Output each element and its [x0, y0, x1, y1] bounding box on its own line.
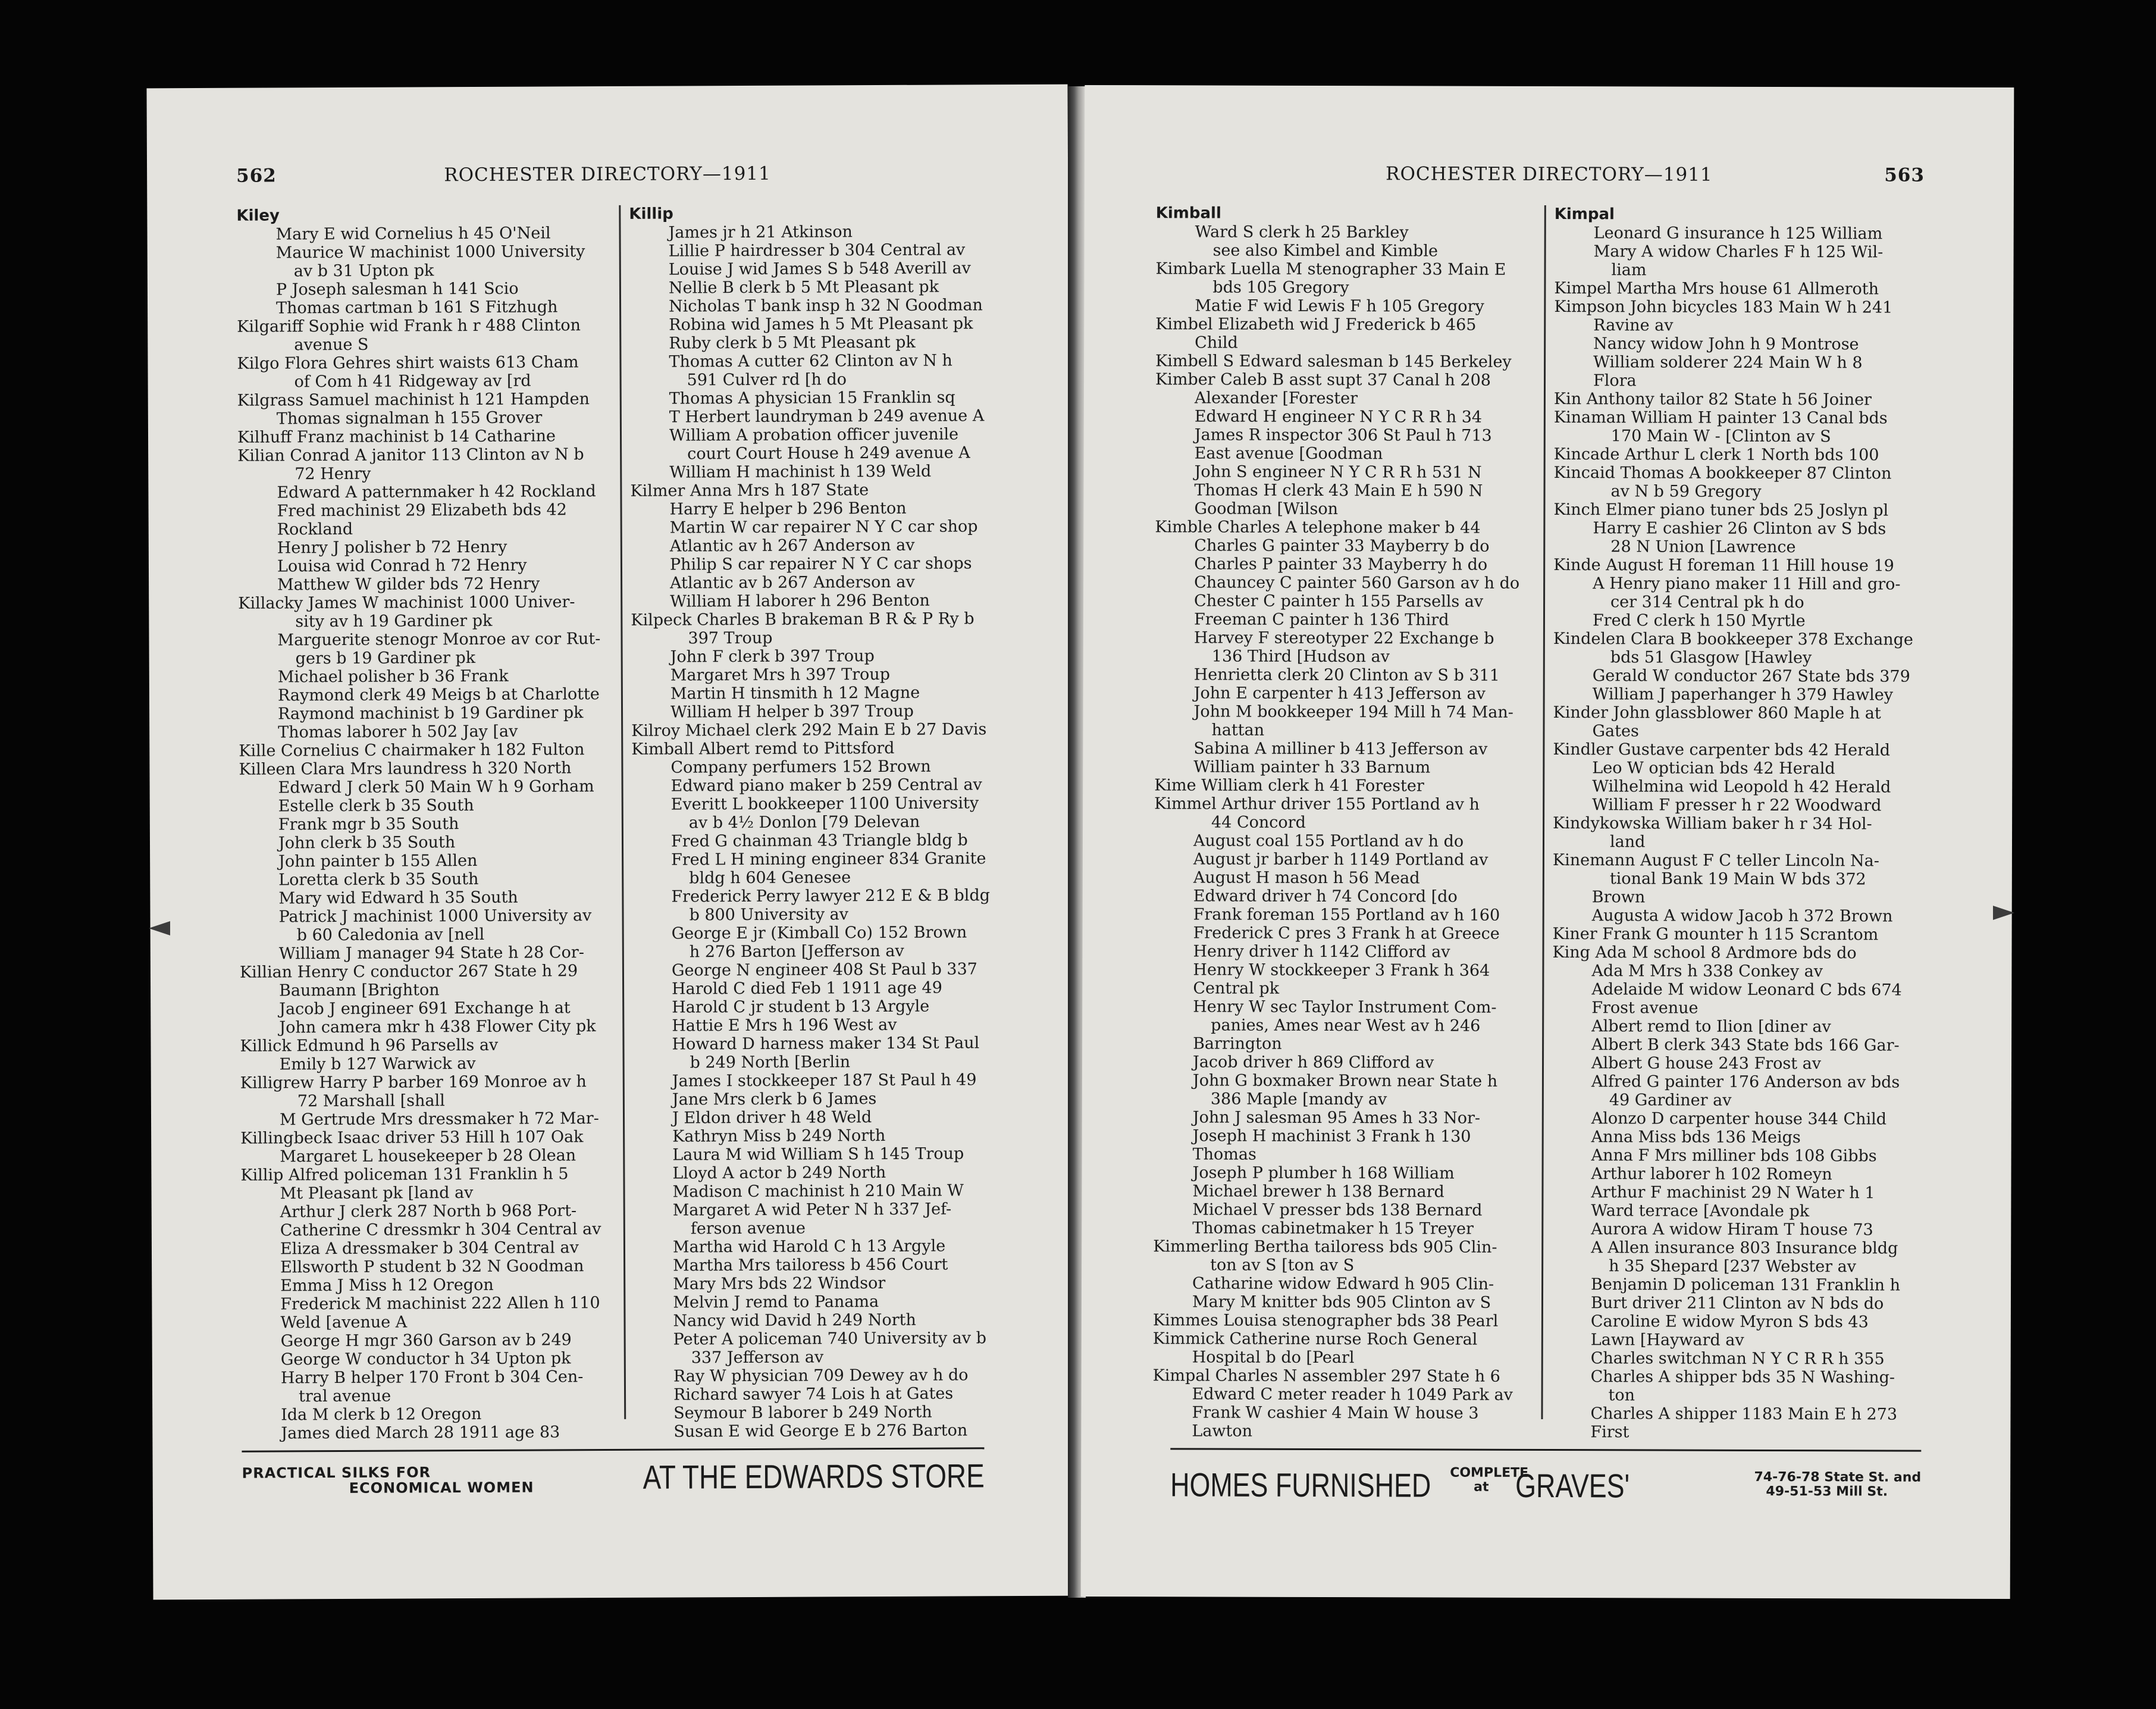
directory-entry: Nancy widow John h 9 Montrose [1593, 334, 1859, 354]
directory-entry: Mary wid Edward h 35 South [278, 888, 518, 908]
directory-entry: Killian Henry C conductor 267 State h 29 [239, 962, 578, 982]
directory-entry: Patrick J machinist 1000 University av [278, 906, 592, 927]
directory-entry: Kin Anthony tailor 82 State h 56 Joiner [1553, 390, 1872, 409]
directory-entry: Melvin J remd to Panama [673, 1292, 879, 1312]
directory-entry: Margaret Mrs h 397 Troup [670, 665, 891, 685]
directory-entry: East avenue [Goodman [1194, 444, 1383, 464]
directory-entry: John M bookkeeper 194 Mill h 74 Man- [1193, 702, 1513, 722]
directory-entry: ton [1608, 1386, 1635, 1405]
directory-entry: Weld [avenue A [280, 1313, 408, 1332]
directory-entry: Henry driver h 1142 Clifford av [1193, 942, 1450, 962]
directory-entry: Killigrew Harry P barber 169 Monroe av h [240, 1072, 587, 1093]
directory-entry: Lillie P hairdresser b 304 Central av [668, 240, 966, 261]
directory-entry: Ray W physician 709 Dewey av h do [673, 1366, 969, 1386]
directory-entry: August coal 155 Portland av h do [1193, 831, 1464, 851]
directory-entry: Fred G chainman 43 Triangle bldg b [670, 831, 968, 851]
directory-entry: land [1609, 832, 1646, 852]
directory-entry: Killingbeck Isaac driver 53 Hill h 107 Oak [240, 1128, 584, 1148]
directory-entry: Caroline E widow Myron S bds 43 [1590, 1312, 1869, 1332]
directory-entry: Harold C jr student b 13 Argyle [672, 997, 930, 1017]
ad-line-2: ECONOMICAL WOMEN [349, 1479, 534, 1497]
directory-entry: Edward H engineer N Y C R R h 34 [1194, 407, 1483, 427]
directory-entry: Thomas laborer h 502 Jay [av [278, 722, 518, 742]
surname-heading: Kimball [1155, 204, 1221, 223]
directory-entry: Edward J clerk 50 Main W h 9 Gorham [278, 777, 594, 797]
directory-entry: William H helper b 397 Troup [670, 702, 914, 722]
directory-entry: Lawton [1192, 1422, 1253, 1441]
directory-entry: Mt Pleasant pk [land av [280, 1184, 474, 1203]
directory-entry: Martin W car repairer N Y C car shop [669, 517, 978, 537]
directory-entry: Marguerite stenogr Monroe av cor Rut- [277, 630, 601, 650]
left-column-1 [236, 205, 622, 1443]
directory-entry: av N b 59 Gregory [1610, 482, 1762, 501]
left-page-header [236, 162, 979, 201]
left-page [146, 84, 1074, 1600]
directory-entry: John J salesman 95 Ames h 33 Nor- [1192, 1108, 1481, 1128]
directory-entry: Charles P painter 33 Mayberry h do [1194, 555, 1488, 574]
directory-entry: James R inspector 306 St Paul h 713 [1194, 425, 1492, 445]
directory-entry: ferson avenue [690, 1219, 806, 1238]
right-page-header [1174, 162, 1925, 200]
directory-entry: Flora [1593, 371, 1637, 390]
ad-big-text-1: HOMES FURNISHED [1170, 1466, 1431, 1504]
directory-entry: Martha Mrs tailoress b 456 Court [673, 1255, 948, 1275]
directory-entry: Loretta clerk b 35 South [278, 869, 479, 890]
directory-entry: Mary E wid Cornelius h 45 O'Neil [275, 224, 551, 244]
directory-entry: Ada M Mrs h 338 Conkey av [1591, 962, 1823, 981]
directory-entry: First [1590, 1423, 1629, 1442]
directory-entry: cer 314 Central pk h do [1610, 593, 1804, 612]
directory-entry: Frederick Perry lawyer 212 E & B bldg [671, 886, 991, 906]
directory-entry: av b 4½ Donlon [79 Delevan [688, 812, 920, 832]
directory-entry: James I stockkeeper 187 St Paul h 49 [672, 1071, 977, 1091]
directory-entry: 136 Third [Hudson av [1211, 647, 1390, 666]
directory-entry: Henry J polisher b 72 Henry [277, 537, 507, 558]
directory-entry: Margaret L housekeeper b 28 Olean [280, 1146, 576, 1166]
directory-entry: Emma J Miss h 12 Oregon [280, 1275, 494, 1295]
ad-line-1: PRACTICAL SILKS FOR [242, 1464, 431, 1482]
directory-entry: Arthur F machinist 29 N Water h 1 [1591, 1183, 1875, 1203]
directory-entry: Charles switchman N Y C R R h 355 [1590, 1349, 1885, 1369]
directory-entry: Ravine av [1593, 316, 1674, 335]
directory-entry: Atlantic av h 267 Anderson av [669, 536, 915, 556]
directory-entry: John clerk b 35 South [278, 833, 456, 853]
directory-entry: August H mason h 56 Mead [1193, 868, 1420, 888]
directory-entry: avenue S [294, 335, 369, 355]
ad-address [1754, 1470, 1921, 1500]
directory-entry: A Allen insurance 803 Insurance bldg [1591, 1238, 1898, 1258]
directory-entry: Kimbel Elizabeth wid J Frederick b 465 [1155, 315, 1477, 334]
right-page [1081, 85, 2014, 1599]
directory-entry: Kilgo Flora Gehres shirt waists 613 Cham [237, 353, 579, 373]
right-column-2 [1551, 205, 1935, 1442]
directory-entry: Edward C meter reader h 1049 Park av [1192, 1385, 1513, 1404]
directory-entry: Frank mgr b 35 South [278, 815, 459, 834]
directory-entry: Harry B helper 170 Front b 304 Cen- [280, 1367, 584, 1388]
directory-entry: Michael V presser bds 138 Bernard [1192, 1200, 1483, 1220]
directory-entry: Maurice W machinist 1000 University [275, 242, 585, 262]
directory-entry: Kimmerling Bertha tailoress bds 905 Clin- [1153, 1237, 1497, 1257]
directory-entry: Mary A widow Charles F h 125 Wil- [1593, 242, 1884, 262]
directory-entry: 170 Main W - [Clinton av S [1610, 427, 1831, 446]
directory-entry: William J manager 94 State h 28 Cor- [278, 943, 584, 963]
directory-entry: John G boxmaker Brown near State h [1192, 1071, 1498, 1091]
directory-entry: Chester C painter h 155 Parsells av [1194, 591, 1484, 611]
directory-entry: Frederick C pres 3 Frank h at Greece [1193, 924, 1500, 943]
directory-entry: Howard D harness maker 134 St Paul [672, 1034, 980, 1054]
directory-entry: Richard sawyer 74 Lois h at Gates [673, 1384, 954, 1404]
directory-entry: Henry W sec Taylor Instrument Com- [1193, 997, 1497, 1017]
directory-entry: Atlantic av b 267 Anderson av [670, 572, 915, 593]
directory-entry: gers b 19 Gardiner pk [295, 648, 476, 668]
directory-entry: Charles A shipper 1183 Main E h 273 [1590, 1404, 1898, 1424]
directory-entry: Kinch Elmer piano tuner bds 25 Joslyn pl [1553, 500, 1889, 520]
directory-entry: Harry E helper b 296 Benton [669, 499, 907, 519]
directory-entry: 49 Gardiner av [1609, 1091, 1732, 1110]
directory-entry: William H laborer h 296 Benton [670, 591, 930, 611]
directory-entry: Aurora A widow Hiram T house 73 [1591, 1220, 1873, 1240]
directory-entry: Brown [1591, 888, 1646, 907]
directory-entry: Mary Mrs bds 22 Windsor [673, 1273, 886, 1294]
directory-entry: Joseph H machinist 3 Frank h 130 [1192, 1126, 1471, 1146]
directory-entry: Frank W cashier 4 Main W house 3 [1192, 1403, 1479, 1423]
directory-entry: Fred machinist 29 Elizabeth bds 42 [277, 500, 567, 521]
directory-entry: Augusta A widow Jacob h 372 Brown [1591, 906, 1893, 926]
directory-entry: Catharine widow Edward h 905 Clin- [1192, 1274, 1494, 1294]
left-column-2 [629, 204, 1015, 1441]
directory-entry: Martin H tinsmith h 12 Magne [670, 683, 920, 703]
edwards-store-ad [242, 1456, 985, 1513]
directory-entry: Kimpel Martha Mrs house 61 Allmeroth [1554, 279, 1879, 299]
directory-entry: liam [1611, 261, 1647, 280]
directory-entry: John F clerk b 397 Troup [670, 647, 875, 666]
directory-entry: sity av h 19 Gardiner pk [295, 611, 493, 631]
directory-entry: Kilmer Anna Mrs h 187 State [630, 481, 869, 500]
directory-entry: Peter A policeman 740 University av b [673, 1329, 987, 1349]
directory-entry: August jr barber h 1149 Portland av [1193, 850, 1488, 869]
directory-entry: Thomas [1192, 1145, 1256, 1164]
directory-entry: bldg h 604 Genesee [689, 868, 851, 888]
directory-entry: Company perfumers 152 Brown [670, 757, 931, 777]
directory-entry: Emily b 127 Warwick av [279, 1054, 476, 1074]
directory-entry: Anna F Mrs milliner bds 108 Gibbs [1591, 1146, 1877, 1166]
directory-entry: Ida M clerk b 12 Oregon [281, 1404, 482, 1425]
directory-entry: Lawn [Hayward av [1590, 1331, 1744, 1350]
directory-entry: 337 Jefferson av [691, 1348, 824, 1367]
directory-entry: Gates [1592, 722, 1639, 741]
directory-entry: Wilhelmina wid Leopold h 42 Herald [1592, 777, 1891, 797]
directory-entry: George W conductor h 34 Upton pk [280, 1349, 571, 1369]
directory-entry: Killeen Clara Mrs laundress h 320 North [239, 759, 572, 779]
directory-entry: h 276 Barton [Jefferson av [689, 941, 904, 962]
ad-big-text-2: GRAVES' [1515, 1466, 1630, 1505]
directory-entry: Ward S clerk h 25 Barkley [1195, 223, 1409, 242]
directory-entry: George E jr (Kimball Co) 152 Brown [671, 923, 967, 943]
directory-entry: Robina wid James h 5 Mt Pleasant pk [669, 314, 973, 334]
directory-entry: James jr h 21 Atkinson [668, 223, 853, 242]
directory-entry: Ruby clerk b 5 Mt Pleasant pk [669, 333, 916, 353]
ad-rule [1170, 1448, 1921, 1451]
directory-entry: Rockland [277, 519, 353, 539]
directory-entry: Hattie E Mrs h 196 West av [672, 1015, 897, 1035]
directory-entry: Leo W optician bds 42 Herald [1592, 759, 1835, 778]
directory-entry: Harvey F stereotyper 22 Exchange b [1193, 628, 1494, 648]
directory-entry: 386 Maple [mandy av [1210, 1090, 1387, 1109]
directory-entry: tral avenue [298, 1386, 391, 1406]
directory-entry: King Ada M school 8 Ardmore bds do [1552, 943, 1857, 963]
directory-entry: M Gertrude Mrs dressmaker h 72 Mar- [279, 1109, 599, 1129]
directory-entry: Michael polisher b 36 Frank [277, 666, 509, 687]
directory-entry: Kincaid Thomas A bookkeeper 87 Clinton [1553, 464, 1892, 483]
directory-entry: Frost avenue [1591, 999, 1699, 1018]
directory-entry: bds 105 Gregory [1212, 278, 1349, 298]
directory-entry: Kilpeck Charles B brakeman B R & P Ry b [631, 609, 974, 630]
directory-entry: Thomas cabinetmaker h 15 Treyer [1192, 1219, 1474, 1238]
directory-entry: Lloyd A actor b 249 North [672, 1163, 886, 1183]
directory-entry: Kimpson John bicycles 183 Main W h 241 [1554, 298, 1893, 317]
directory-entry: Baumann [Brighton [279, 981, 440, 1000]
directory-entry: Barrington [1193, 1034, 1282, 1053]
directory-entry: h 35 Shepard [237 Webster av [1609, 1257, 1857, 1276]
directory-entry: John painter b 155 Allen [278, 851, 478, 871]
directory-entry: J Eldon driver h 48 Weld [672, 1108, 872, 1128]
directory-entry: Fred L H mining engineer 834 Granite [671, 849, 986, 869]
directory-entry: Kindler Gustave carpenter bds 42 Herald [1553, 740, 1891, 760]
directory-entry: Thomas signalman h 155 Grover [276, 408, 543, 428]
directory-entry: George N engineer 408 St Paul b 337 [671, 960, 978, 980]
directory-entry: Albert remd to Ilion [diner av [1591, 1017, 1831, 1037]
directory-entry: Leonard G insurance h 125 William [1593, 224, 1883, 243]
directory-entry: Kiner Frank G mounter h 115 Scrantom [1552, 925, 1879, 944]
graves-ad [1170, 1457, 1921, 1512]
directory-entry: Harry E cashier 26 Clinton av S bds [1593, 519, 1887, 539]
directory-entry: Seymour B laborer b 249 North [673, 1403, 932, 1423]
directory-entry: hattan [1211, 721, 1265, 740]
directory-entry: Killick Edmund h 96 Parsells av [240, 1035, 499, 1056]
directory-entry: Anna Miss bds 136 Meigs [1591, 1128, 1801, 1147]
directory-entry: William J paperhanger h 379 Hawley [1592, 685, 1894, 705]
directory-entry: John E carpenter h 413 Jefferson av [1193, 684, 1486, 703]
directory-entry: Goodman [Wilson [1194, 499, 1339, 519]
directory-entry: Arthur laborer h 102 Romeyn [1591, 1165, 1832, 1184]
directory-entry: Freeman C painter h 136 Third [1193, 610, 1449, 630]
directory-entry: Henry W stockkeeper 3 Frank h 364 [1193, 960, 1490, 980]
directory-entry: Charles A shipper bds 35 N Washing- [1590, 1367, 1895, 1387]
directory-entry: Ellsworth P student b 32 N Goodman [280, 1257, 584, 1277]
directory-entry: Martha wid Harold C h 13 Argyle [672, 1237, 946, 1257]
directory-entry: Kimball Albert remd to Pittsford [631, 738, 895, 759]
directory-entry: Mary M knitter bds 905 Clinton av S [1192, 1292, 1491, 1312]
directory-entry: Eliza A dressmaker b 304 Central av [280, 1238, 579, 1259]
directory-entry: Kille Cornelius C chairmaker h 182 Fulton [239, 740, 585, 760]
directory-entry: Edward driver h 74 Concord [do [1193, 887, 1458, 906]
directory-entry: Kilroy Michael clerk 292 Main E b 27 Davis [631, 720, 987, 740]
directory-entry: Nancy wid David h 249 North [673, 1310, 916, 1331]
directory-entry: panies, Ames near West av h 246 [1211, 1016, 1481, 1035]
directory-entry: Charles G painter 33 Mayberry b do [1194, 536, 1490, 556]
directory-entry: Gerald W conductor 267 State bds 379 [1592, 666, 1910, 686]
ad-address-line-1: 74-76-78 State St. and [1754, 1469, 1922, 1485]
directory-entry: Matthew W gilder bds 72 Henry [277, 574, 540, 594]
ad-address-line-2: 49-51-53 Mill St. [1766, 1483, 1888, 1500]
directory-entry: A Henry piano maker 11 Hill and gro- [1593, 574, 1901, 594]
directory-entry: Nicholas T bank insp h 32 N Goodman [669, 296, 983, 316]
directory-entry: Madison C machinist h 210 Main W [672, 1181, 964, 1201]
directory-entry: Killacky James W machinist 1000 Univer- [238, 593, 575, 613]
directory-entry: Edward A patternmaker h 42 Rockland [277, 482, 596, 502]
directory-entry: John camera mkr h 438 Flower City pk [279, 1017, 596, 1037]
directory-entry: Kinemann August F C teller Lincoln Na- [1552, 851, 1879, 871]
directory-entry: ton av S [ton av S [1210, 1256, 1355, 1275]
directory-entry: Kincade Arthur L clerk 1 North bds 100 [1553, 445, 1879, 465]
directory-entry: Ward terrace [Avondale pk [1591, 1201, 1810, 1221]
directory-entry: 591 Culver rd [h do [687, 370, 847, 390]
directory-entry: Nellie B clerk b 5 Mt Pleasant pk [668, 277, 939, 298]
directory-entry: Matie F wid Lewis F h 105 Gregory [1195, 296, 1484, 316]
directory-entry: T Herbert laundryman b 249 avenue A [669, 406, 985, 427]
directory-entry: court Court House h 249 avenue A [687, 443, 970, 464]
directory-entry: James died March 28 1911 age 83 [281, 1423, 560, 1443]
directory-entry: P Joseph salesman h 141 Scio [275, 279, 519, 299]
directory-entry: Albert B clerk 343 State bds 166 Gar- [1591, 1035, 1900, 1055]
directory-entry: Adelaide M widow Leonard C bds 674 [1591, 980, 1902, 1000]
directory-entry: bds 51 Glasgow [Hawley [1610, 648, 1812, 668]
column-divider [1541, 205, 1546, 1419]
directory-entry: of Com h 41 Ridgeway av [rd [294, 371, 531, 392]
surname-heading: Killip [629, 205, 673, 223]
directory-entry: 397 Troup [688, 628, 773, 648]
directory-entry: Raymond clerk 49 Meigs b at Charlotte [277, 685, 600, 705]
directory-entry: Kimmel Arthur driver 155 Portland av h [1154, 794, 1480, 814]
directory-entry: William solderer 224 Main W h 8 [1593, 353, 1863, 373]
directory-entry: av b 31 Upton pk [293, 261, 434, 281]
directory-entry: Susan E wid George E b 276 Barton [673, 1421, 968, 1441]
directory-entry: Kimmick Catherine nurse Roch General [1152, 1329, 1478, 1349]
directory-entry: Albert G house 243 Frost av [1591, 1054, 1822, 1073]
directory-entry: Kathryn Miss b 249 North [672, 1126, 886, 1146]
running-title: ROCHESTER DIRECTORY—1911 [444, 162, 771, 186]
directory-entry: Kimmes Louisa stenographer bds 38 Pearl [1152, 1311, 1499, 1331]
directory-entry: 44 Concord [1211, 813, 1306, 832]
directory-entry: Kimpal Charles N assembler 297 State h 6 [1152, 1366, 1500, 1386]
directory-entry: Kinder John glassblower 860 Maple h at [1553, 703, 1881, 723]
surname-heading: Kimpal [1554, 205, 1615, 224]
directory-entry: Benjamin D policeman 131 Franklin h [1591, 1275, 1901, 1295]
directory-entry: Laura M wid William S h 145 Troup [672, 1144, 964, 1165]
directory-entry: Killip Alfred policeman 131 Franklin h 5 [240, 1165, 569, 1185]
directory-entry: Jane Mrs clerk b 6 James [672, 1090, 877, 1109]
ad-line-2: at [1474, 1479, 1489, 1495]
directory-entry: William A probation officer juvenile [669, 425, 959, 445]
directory-entry: b 249 North [Berlin [690, 1053, 851, 1072]
directory-entry: Frederick M machinist 222 Allen h 110 [280, 1294, 600, 1314]
directory-entry: Estelle clerk b 35 South [278, 796, 474, 816]
directory-entry: Thomas A physician 15 Franklin sq [669, 388, 955, 408]
directory-entry: tional Bank 19 Main W bds 372 [1609, 869, 1866, 889]
directory-entry: Hospital b do [Pearl [1192, 1348, 1355, 1367]
directory-entry: Margaret A wid Peter N h 337 Jef- [672, 1200, 952, 1220]
directory-entry: Everitt L bookkeeper 1100 University [670, 794, 979, 814]
directory-entry: Kimbark Luella M stenographer 33 Main E [1155, 259, 1506, 279]
directory-entry: Fred C clerk h 150 Myrtle [1592, 611, 1806, 631]
ad-rule [242, 1447, 984, 1452]
directory-entry: Kimbell S Edward salesman b 145 Berkeley [1155, 352, 1512, 371]
directory-entry: Alfred G painter 176 Anderson av bds [1591, 1072, 1900, 1092]
directory-entry: Sabina A milliner b 413 Jefferson av [1193, 739, 1488, 759]
directory-entry: Kimble Charles A telephone maker b 44 [1155, 518, 1481, 537]
directory-entry: Child [1195, 333, 1238, 352]
directory-entry: Burt driver 211 Clinton av N bds do [1590, 1294, 1884, 1313]
directory-entry: William F presser h r 22 Woodward [1592, 796, 1882, 815]
directory-entry: Philip S car repairer N Y C car shops [669, 554, 972, 574]
directory-entry: Michael brewer h 138 Bernard [1192, 1182, 1444, 1201]
directory-entry: Harold C died Feb 1 1911 age 49 [672, 978, 942, 999]
directory-entry: Kindykowska William baker h r 34 Hol- [1553, 814, 1872, 834]
directory-entry: George H mgr 360 Garson av b 249 [280, 1331, 572, 1351]
directory-entry: Jacob driver h 869 Clifford av [1192, 1053, 1434, 1072]
running-title: ROCHESTER DIRECTORY—1911 [1386, 163, 1713, 186]
directory-entry: Catherine C dressmkr h 304 Central av [280, 1220, 601, 1240]
directory-entry: b 60 Caledonia av [nell [296, 925, 485, 945]
directory-entry: b 800 University av [689, 905, 849, 925]
right-column-1 [1152, 204, 1536, 1441]
surname-heading: Kiley [236, 206, 280, 225]
directory-entry: Chauncey C painter 560 Garson av h do [1194, 573, 1520, 593]
directory-entry: Thomas H clerk 43 Main E h 590 N [1194, 481, 1483, 500]
directory-entry: Jacob J engineer 691 Exchange h at [279, 999, 571, 1019]
ad-small-text [242, 1464, 534, 1497]
directory-entry: Kilgariff Sophie wid Frank h r 488 Clinton [237, 316, 581, 336]
directory-entry: Kimber Caleb B asst supt 37 Canal h 208 [1155, 370, 1491, 390]
directory-entry: see also Kimbel and Kimble [1212, 241, 1439, 261]
directory-entry: Edward piano maker b 259 Central av [670, 775, 982, 796]
directory-entry: Raymond machinist b 19 Gardiner pk [277, 703, 584, 724]
directory-entry: Arthur J clerk 287 North b 968 Port- [280, 1201, 577, 1222]
directory-entry: Thomas A cutter 62 Clinton av N h [669, 351, 952, 371]
directory-entry: Alexander [Forester [1194, 389, 1358, 408]
ad-big-text: AT THE EDWARDS STORE [643, 1457, 985, 1496]
directory-entry: Louise J wid James S b 548 Averill av [668, 259, 971, 279]
directory-entry: Henrietta clerk 20 Clinton av S b 311 [1193, 665, 1500, 685]
directory-entry: 28 N Union [Lawrence [1610, 537, 1796, 557]
directory-entry: Central pk [1193, 979, 1280, 998]
page-number: 562 [236, 165, 277, 187]
page-number: 563 [1884, 164, 1925, 186]
directory-entry: 72 Henry [294, 464, 371, 484]
directory-entry: John S engineer N Y C R R h 531 N [1194, 462, 1482, 482]
directory-entry: William painter h 33 Barnum [1193, 758, 1431, 777]
directory-entry: Thomas cartman b 161 S Fitzhugh [276, 298, 558, 318]
directory-entry: Kinaman William H painter 13 Canal bds [1553, 408, 1888, 428]
directory-entry: Joseph P plumber h 168 William [1192, 1163, 1455, 1183]
directory-entry: William H machinist h 139 Weld [669, 462, 932, 482]
directory-entry: 72 Marshall [shall [297, 1091, 445, 1111]
directory-entry: Louisa wid Conrad h 72 Henry [277, 556, 527, 576]
directory-entry: Kilian Conrad A janitor 113 Clinton av N b [237, 445, 584, 465]
directory-entry: Kilhuff Franz machinist b 14 Catharine [237, 427, 556, 447]
directory-entry: Frank foreman 155 Portland av h 160 [1193, 905, 1500, 925]
directory-entry: Kindelen Clara B bookkeeper 378 Exchange [1553, 630, 1913, 649]
directory-entry: Kilgrass Samuel machinist h 121 Hampden [237, 390, 590, 410]
ad-line-1: COMPLETE [1450, 1465, 1529, 1480]
directory-entry: Kime William clerk h 41 Forester [1154, 776, 1424, 796]
directory-entry: Alonzo D carpenter house 344 Child [1591, 1109, 1887, 1129]
directory-entry: Kinde August H foreman 11 Hill house 19 [1553, 556, 1894, 575]
